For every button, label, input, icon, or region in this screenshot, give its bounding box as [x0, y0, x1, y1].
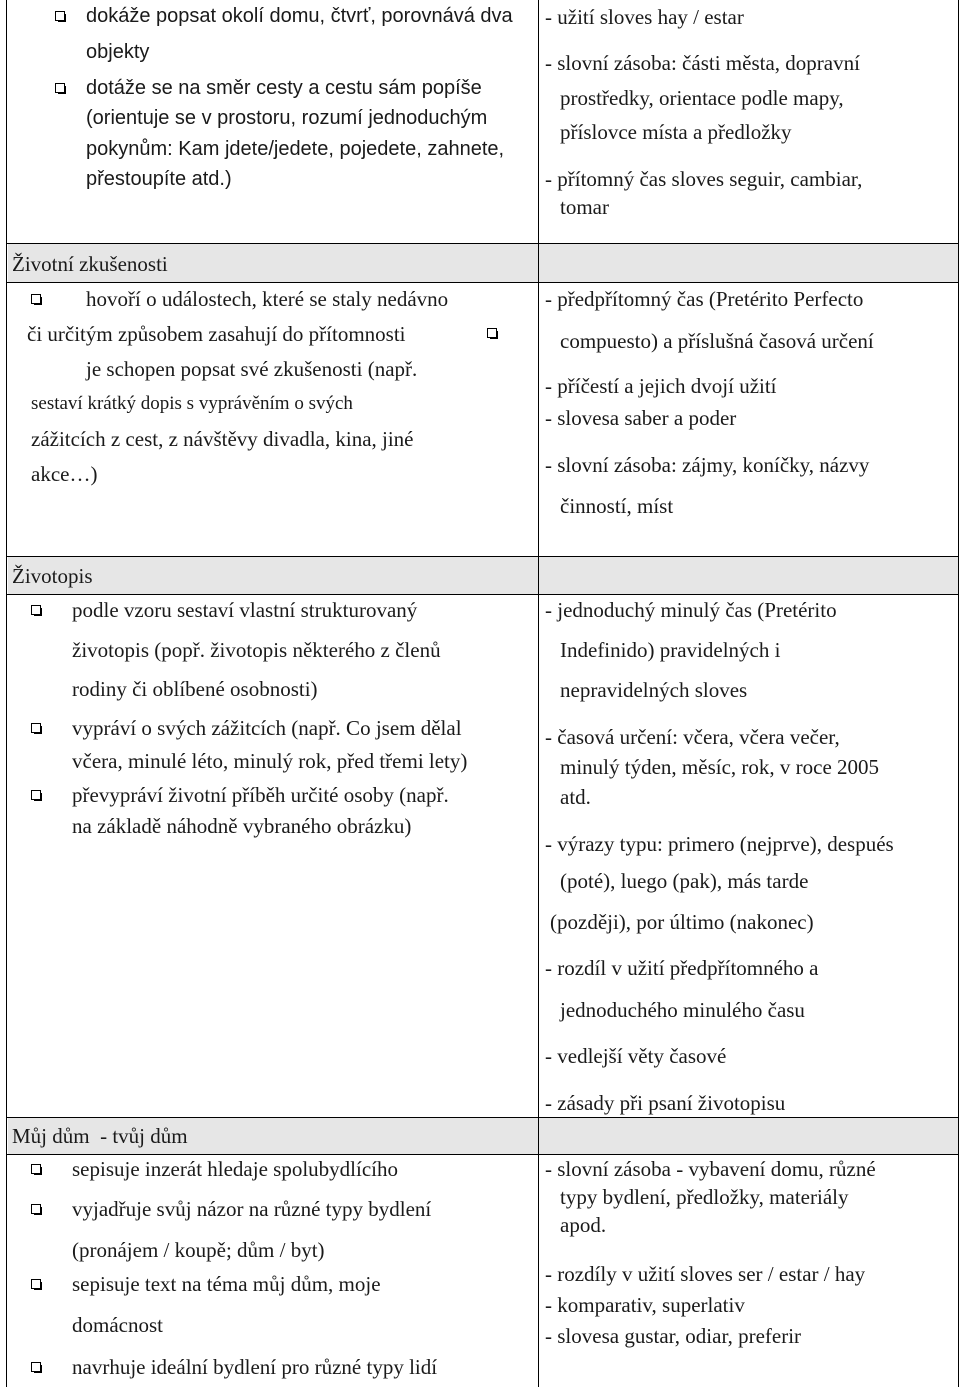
- row1-left-line-4: zážitcích z cest, z návštěvy divadla, kina, jiné: [31, 427, 414, 451]
- row3-left-line-0: sepisuje inzerát hledaje spolubydlícího: [72, 1157, 398, 1181]
- row2-right-line-11: - vedlejší věty časové: [545, 1044, 727, 1068]
- row0-left-line-4: pokynům: Kam jdete/jedete, pojedete, zahnete,: [86, 138, 505, 160]
- checkbox-bullet-icon: [55, 11, 65, 21]
- row2-right-line-10: jednoduchého minulého času: [560, 998, 805, 1022]
- checkbox-bullet-icon: [487, 328, 497, 338]
- row1-right-line-2: - příčestí a jejich dvojí užití: [545, 374, 777, 398]
- checkbox-bullet-icon: [31, 294, 41, 304]
- table-right-border: [958, 0, 959, 1387]
- row1-left-line-3: sestaví krátký dopis s vyprávěním o svých: [31, 393, 353, 414]
- row2-left-line-5: převypráví životní příběh určité osoby (např.: [72, 783, 449, 807]
- row0-right-line-1: - slovní zásoba: části města, dopravní: [545, 51, 860, 75]
- row0-right-line-3: příslovce místa a předložky: [560, 120, 792, 144]
- row2-right-line-0: - jednoduchý minulý čas (Pretérito: [545, 598, 837, 622]
- row2-left-line-3: vypráví o svých zážitcích (např. Co jsem dělal: [72, 716, 462, 740]
- row1-left-line-1: či určitým způsobem zasahují do přítomnosti: [27, 322, 406, 346]
- checkbox-bullet-icon: [31, 723, 41, 733]
- row-divider-6: [6, 1154, 959, 1155]
- row3-right-line-3: - rozdíly v užití sloves ser / estar / hay: [545, 1262, 866, 1286]
- row2-right-line-5: atd.: [560, 785, 591, 809]
- row2-left-line-4: včera, minulé léto, minulý rok, před třemi lety): [72, 749, 468, 773]
- row-divider-3: [6, 556, 959, 557]
- row2-right-line-4: minulý týden, měsíc, rok, v roce 2005: [560, 755, 880, 779]
- row3-left-line-2: (pronájem / koupě; dům / byt): [72, 1238, 325, 1262]
- row1-right-line-5: činností, míst: [560, 494, 674, 518]
- row0-right-line-5: tomar: [560, 195, 609, 219]
- row0-left-line-5: přestoupíte atd.): [86, 168, 232, 190]
- row2-right-line-8: (později), por último (nakonec): [550, 910, 814, 934]
- row2-right-line-9: - rozdíl v užití předpřítomného a: [545, 956, 819, 980]
- row2-left-line-0: podle vzoru sestaví vlastní strukturovaný: [72, 598, 418, 622]
- row0-right-line-4: - přítomný čas sloves seguir, cambiar,: [545, 167, 863, 191]
- row3-right-line-5: - slovesa gustar, odiar, preferir: [545, 1324, 802, 1348]
- row-divider-1: [6, 243, 959, 244]
- row3-right-line-2: apod.: [560, 1213, 607, 1237]
- checkbox-bullet-icon: [31, 790, 41, 800]
- row3-right-line-1: typy bydlení, předložky, materiály: [560, 1185, 849, 1209]
- row2-left-line-6: na základě náhodně vybraného obrázku): [72, 814, 412, 838]
- row2-right-line-6: - výrazy typu: primero (nejprve), después: [545, 832, 894, 856]
- row3-left-line-1: vyjadřuje svůj názor na různé typy bydlení: [72, 1197, 432, 1221]
- checkbox-bullet-icon: [55, 83, 65, 93]
- row1-right-line-1: compuesto) a příslušná časová určení: [560, 329, 874, 353]
- row3-left-line-4: domácnost: [72, 1313, 163, 1337]
- section-heading-zivotni-zkusenosti: Životní zkušenosti: [12, 252, 168, 276]
- section-heading-muj-dum: Můj dům - tvůj dům: [12, 1124, 188, 1148]
- section-heading-zivotopis: Životopis: [12, 564, 93, 588]
- row0-right-line-2: prostředky, orientace podle mapy,: [560, 86, 844, 110]
- row2-right-line-3: - časová určení: včera, včera večer,: [545, 725, 840, 749]
- row2-right-line-7: (poté), luego (pak), más tarde: [560, 869, 809, 893]
- row1-left-line-5: akce…): [31, 462, 98, 486]
- row1-left-line-2: je schopen popsat své zkušenosti (např.: [86, 357, 418, 381]
- heading-row-zivotopis-shade: [8, 557, 959, 594]
- row1-right-line-4: - slovní zásoba: zájmy, koníčky, názvy: [545, 453, 870, 477]
- row1-right-line-3: - slovesa saber a poder: [545, 406, 737, 430]
- row1-left-line-0: hovoří o událostech, které se staly nedávno: [86, 287, 449, 311]
- row2-right-line-2: nepravidelných sloves: [560, 678, 748, 702]
- row2-left-line-2: rodiny či oblíbené osobnosti): [72, 677, 318, 701]
- row1-right-line-0: - předpřítomný čas (Pretérito Perfecto: [545, 287, 864, 311]
- row0-left-line-0: dokáže popsat okolí domu, čtvrť, porovnává dva: [86, 5, 513, 27]
- row-divider-5: [6, 1117, 959, 1118]
- checkbox-bullet-icon: [31, 1204, 41, 1214]
- row0-left-line-1: objekty: [86, 41, 150, 63]
- row2-left-line-1: životopis (popř. životopis některého z členů: [72, 638, 441, 662]
- checkbox-bullet-icon: [31, 1362, 41, 1372]
- row-divider-2: [6, 282, 959, 283]
- row0-right-line-0: - užití sloves hay / estar: [545, 5, 744, 29]
- row3-right-line-4: - komparativ, superlativ: [545, 1293, 745, 1317]
- row0-left-line-3: (orientuje se v prostoru, rozumí jednoduchým: [86, 107, 488, 129]
- row0-left-line-2: dotáže se na směr cesty a cestu sám popíše: [86, 77, 482, 99]
- row-divider-4: [6, 594, 959, 595]
- row2-right-line-1: Indefinido) pravidelných i: [560, 638, 781, 662]
- checkbox-bullet-icon: [31, 605, 41, 615]
- table-left-border: [6, 0, 7, 1387]
- row2-right-line-12: - zásady při psaní životopisu: [545, 1091, 786, 1115]
- row3-right-line-0: - slovní zásoba - vybavení domu, různé: [545, 1157, 876, 1181]
- checkbox-bullet-icon: [31, 1279, 41, 1289]
- table-middle-border: [538, 0, 539, 1387]
- checkbox-bullet-icon: [31, 1164, 41, 1174]
- row3-left-line-3: sepisuje text na téma můj dům, moje: [72, 1272, 381, 1296]
- row3-left-line-5: navrhuje ideální bydlení pro různé typy lidí: [72, 1355, 438, 1379]
